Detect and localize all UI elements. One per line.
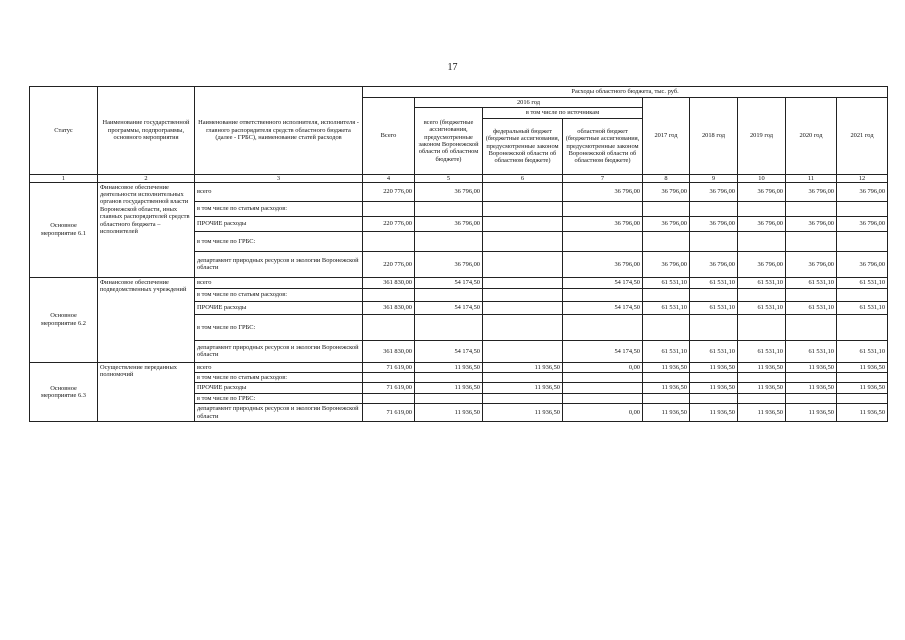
value-cell: 220 776,00	[363, 216, 415, 231]
value-cell: 36 796,00	[643, 216, 690, 231]
value-cell: 11 936,50	[786, 383, 837, 393]
header-2018: 2018 год	[690, 98, 738, 175]
header-all-assigned: всего (бюджетные ассигнования, предусмотренные законом Воронежской области об областном бюджете)	[415, 108, 483, 174]
value-cell: 11 936,50	[690, 383, 738, 393]
value-cell	[483, 182, 563, 201]
table-row	[30, 362, 888, 372]
header-regional: областной бюджет (бюджетные ассигнования, предусмотренные законом Воронежской области об областном бюджете)	[563, 118, 643, 174]
value-cell: 61 531,10	[690, 340, 738, 362]
row-label: в том числе по статьям расходов:	[195, 288, 363, 301]
value-cell: 71 619,00	[363, 383, 415, 393]
row-label: ПРОЧИЕ расходы	[195, 301, 363, 314]
value-cell	[643, 373, 690, 383]
value-cell: 361 830,00	[363, 277, 415, 288]
row-label: в том числе по статьям расходов:	[195, 373, 363, 383]
value-cell	[837, 393, 888, 403]
value-cell: 11 936,50	[738, 404, 786, 422]
header-year-2016: 2016 год	[415, 98, 643, 108]
value-cell: 36 796,00	[786, 182, 837, 201]
value-cell: 0,00	[563, 404, 643, 422]
value-cell: 54 174,50	[415, 277, 483, 288]
value-cell	[483, 251, 563, 277]
value-cell	[563, 288, 643, 301]
column-index-cell: 3	[195, 174, 363, 182]
value-cell	[690, 314, 738, 340]
header-2019: 2019 год	[738, 98, 786, 175]
value-cell	[363, 201, 415, 216]
value-cell: 71 619,00	[363, 404, 415, 422]
value-cell: 11 936,50	[643, 383, 690, 393]
value-cell: 220 776,00	[363, 182, 415, 201]
header-by-sources: в том числе по источникам	[483, 108, 643, 118]
row-label: в том числе по ГРБС:	[195, 231, 363, 251]
value-cell: 54 174,50	[563, 301, 643, 314]
row-label: ПРОЧИЕ расходы	[195, 383, 363, 393]
row-label: департамент природных ресурсов и экологии Воронежской области	[195, 251, 363, 277]
value-cell	[563, 393, 643, 403]
value-cell: 36 796,00	[738, 182, 786, 201]
row-label: в том числе по статьям расходов:	[195, 201, 363, 216]
value-cell: 36 796,00	[415, 251, 483, 277]
value-cell	[483, 201, 563, 216]
row-label: департамент природных ресурсов и экологии Воронежской области	[195, 340, 363, 362]
value-cell: 54 174,50	[415, 340, 483, 362]
table-row	[30, 277, 888, 288]
value-cell: 220 776,00	[363, 251, 415, 277]
value-cell: 11 936,50	[415, 404, 483, 422]
column-index-row	[30, 174, 888, 182]
value-cell: 36 796,00	[415, 182, 483, 201]
value-cell: 11 936,50	[415, 362, 483, 372]
header-2021: 2021 год	[837, 98, 888, 175]
value-cell: 61 531,10	[738, 340, 786, 362]
value-cell	[643, 231, 690, 251]
group-program-name: Осуществление переданных полномочий	[98, 362, 195, 421]
column-index-cell: 7	[563, 174, 643, 182]
page-number: 17	[447, 62, 458, 73]
value-cell: 54 174,50	[563, 277, 643, 288]
value-cell	[643, 393, 690, 403]
value-cell	[563, 314, 643, 340]
row-label: всего	[195, 182, 363, 201]
value-cell	[363, 288, 415, 301]
value-cell: 36 796,00	[563, 251, 643, 277]
value-cell	[786, 373, 837, 383]
value-cell: 61 531,10	[643, 277, 690, 288]
value-cell: 11 936,50	[643, 404, 690, 422]
value-cell: 36 796,00	[738, 251, 786, 277]
value-cell	[643, 288, 690, 301]
column-index-cell: 6	[483, 174, 563, 182]
header-total: Всего	[363, 98, 415, 175]
value-cell	[643, 314, 690, 340]
group-program-name: Финансовое обеспечение деятельности исполнительных органов государственной власти Воронежской области, иных главных распорядителей средств областного бюджета – исполнителей	[98, 182, 195, 277]
group-status: Основное мероприятие 6.2	[30, 277, 98, 362]
value-cell: 61 531,10	[690, 277, 738, 288]
value-cell	[786, 393, 837, 403]
group-program-name: Финансовое обеспечение подведомственных учреждений	[98, 277, 195, 362]
value-cell: 36 796,00	[690, 251, 738, 277]
value-cell: 11 936,50	[738, 362, 786, 372]
value-cell	[483, 216, 563, 231]
column-index-cell: 9	[690, 174, 738, 182]
value-cell: 36 796,00	[786, 216, 837, 231]
value-cell: 36 796,00	[563, 182, 643, 201]
value-cell: 36 796,00	[837, 182, 888, 201]
value-cell	[643, 201, 690, 216]
value-cell	[837, 231, 888, 251]
table-row	[30, 182, 888, 201]
group-status: Основное мероприятие 6.1	[30, 182, 98, 277]
value-cell	[363, 314, 415, 340]
value-cell	[483, 231, 563, 251]
value-cell	[738, 314, 786, 340]
column-index-cell: 10	[738, 174, 786, 182]
value-cell	[415, 231, 483, 251]
value-cell: 36 796,00	[786, 251, 837, 277]
value-cell	[690, 288, 738, 301]
header-program-name: Наименование государственной программы, подпрограммы, основного мероприятия	[98, 87, 195, 175]
value-cell	[690, 231, 738, 251]
value-cell: 61 531,10	[690, 301, 738, 314]
value-cell: 11 936,50	[837, 383, 888, 393]
value-cell	[690, 201, 738, 216]
value-cell: 11 936,50	[786, 362, 837, 372]
value-cell	[563, 383, 643, 393]
value-cell: 36 796,00	[415, 216, 483, 231]
value-cell: 11 936,50	[483, 383, 563, 393]
value-cell: 0,00	[563, 362, 643, 372]
value-cell: 36 796,00	[643, 182, 690, 201]
value-cell: 36 796,00	[837, 216, 888, 231]
row-label: ПРОЧИЕ расходы	[195, 216, 363, 231]
value-cell	[483, 277, 563, 288]
value-cell: 11 936,50	[483, 404, 563, 422]
value-cell: 61 531,10	[786, 301, 837, 314]
value-cell	[415, 393, 483, 403]
value-cell: 11 936,50	[483, 362, 563, 372]
budget-table	[29, 86, 888, 422]
header-2017: 2017 год	[643, 98, 690, 175]
value-cell	[738, 373, 786, 383]
row-label: департамент природных ресурсов и экологии Воронежской области	[195, 404, 363, 422]
value-cell	[690, 373, 738, 383]
value-cell: 361 830,00	[363, 340, 415, 362]
value-cell: 54 174,50	[563, 340, 643, 362]
value-cell: 61 531,10	[786, 277, 837, 288]
header-expenses: Расходы областного бюджета, тыс. руб.	[363, 87, 888, 98]
column-index-cell: 1	[30, 174, 98, 182]
value-cell	[563, 231, 643, 251]
value-cell: 61 531,10	[643, 301, 690, 314]
value-cell	[415, 201, 483, 216]
value-cell: 36 796,00	[563, 216, 643, 231]
row-label: всего	[195, 277, 363, 288]
column-index-cell: 12	[837, 174, 888, 182]
value-cell: 54 174,50	[415, 301, 483, 314]
value-cell	[738, 201, 786, 216]
value-cell	[483, 340, 563, 362]
value-cell	[483, 373, 563, 383]
value-cell: 61 531,10	[837, 340, 888, 362]
column-index-cell: 8	[643, 174, 690, 182]
value-cell	[483, 301, 563, 314]
value-cell: 11 936,50	[690, 362, 738, 372]
value-cell	[483, 288, 563, 301]
value-cell	[786, 201, 837, 216]
value-cell	[415, 314, 483, 340]
value-cell	[483, 393, 563, 403]
value-cell	[738, 231, 786, 251]
value-cell	[363, 393, 415, 403]
value-cell	[563, 201, 643, 216]
value-cell	[837, 373, 888, 383]
row-label: всего	[195, 362, 363, 372]
value-cell: 36 796,00	[690, 182, 738, 201]
column-index-cell: 2	[98, 174, 195, 182]
value-cell	[837, 288, 888, 301]
value-cell: 11 936,50	[837, 362, 888, 372]
value-cell	[786, 288, 837, 301]
header-executor: Наименование ответственного исполнителя, исполнителя - главного распорядителя средств областного бюджета (далее - ГРБС), наименование статей расходов	[195, 87, 363, 175]
row-label: в том числе по ГРБС:	[195, 393, 363, 403]
value-cell	[837, 201, 888, 216]
table-body	[30, 182, 888, 421]
column-index-cell: 5	[415, 174, 483, 182]
value-cell: 61 531,10	[738, 277, 786, 288]
value-cell: 36 796,00	[690, 216, 738, 231]
value-cell: 11 936,50	[415, 383, 483, 393]
value-cell: 11 936,50	[738, 383, 786, 393]
column-index-cell: 4	[363, 174, 415, 182]
value-cell	[363, 231, 415, 251]
value-cell	[690, 393, 738, 403]
value-cell	[415, 288, 483, 301]
value-cell: 11 936,50	[786, 404, 837, 422]
value-cell: 61 531,10	[837, 277, 888, 288]
value-cell: 361 830,00	[363, 301, 415, 314]
value-cell	[738, 393, 786, 403]
row-label: в том числе по ГРБС:	[195, 314, 363, 340]
value-cell: 71 619,00	[363, 362, 415, 372]
value-cell	[837, 314, 888, 340]
value-cell	[363, 373, 415, 383]
value-cell	[563, 373, 643, 383]
value-cell	[415, 373, 483, 383]
value-cell: 61 531,10	[643, 340, 690, 362]
value-cell: 36 796,00	[837, 251, 888, 277]
value-cell	[786, 314, 837, 340]
header-status: Статус	[30, 87, 98, 175]
value-cell: 11 936,50	[837, 404, 888, 422]
value-cell: 36 796,00	[738, 216, 786, 231]
group-status: Основное мероприятие 6.3	[30, 362, 98, 421]
value-cell	[786, 231, 837, 251]
value-cell: 36 796,00	[643, 251, 690, 277]
header-2020: 2020 год	[786, 98, 837, 175]
column-index-cell: 11	[786, 174, 837, 182]
value-cell: 61 531,10	[786, 340, 837, 362]
value-cell: 11 936,50	[643, 362, 690, 372]
header-federal: федеральный бюджет (бюджетные ассигнования, предусмотренные законом Воронежской области об областном бюджете)	[483, 118, 563, 174]
value-cell	[738, 288, 786, 301]
value-cell: 61 531,10	[738, 301, 786, 314]
value-cell	[483, 314, 563, 340]
value-cell: 11 936,50	[690, 404, 738, 422]
value-cell: 61 531,10	[837, 301, 888, 314]
